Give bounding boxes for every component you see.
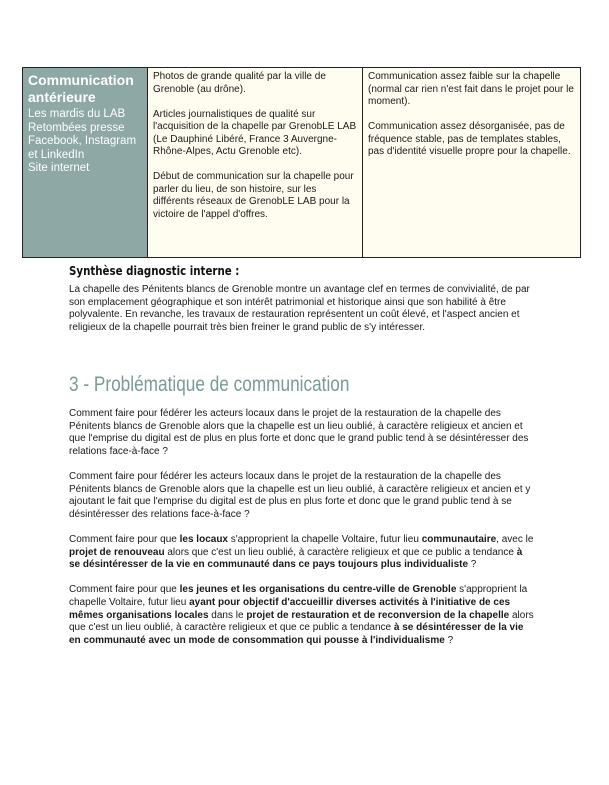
category-item: Retombées presse: [28, 121, 125, 134]
communication-table: [22, 67, 581, 258]
category-heading: Communication antérieure: [28, 72, 134, 105]
category-cell: [23, 68, 148, 257]
text-run: Comment faire pour que: [69, 533, 180, 545]
synthese-title: Synthèse diagnostic interne :: [69, 263, 240, 278]
weakness-paragraph: Communication assez faible sur la chapelle (normal car rien n'est fait dans le projet pour le moment).: [368, 71, 574, 107]
bold-run: communautaire: [421, 533, 497, 545]
text-run: alors que c'est un lieu oublié, à caractère religieux et que ce public a tendance: [164, 546, 517, 558]
bold-run: les locaux: [179, 533, 228, 545]
category-item: Les mardis du LAB: [28, 108, 126, 120]
bold-run: à se désintéresser de la vie en communauté dans ce pays toujours plus individualiste: [69, 546, 523, 571]
text-run: alors que c'est un lieu oublié, à caractère religieux et que ce public a tendance: [69, 609, 534, 634]
problem-paragraph-2: Comment faire pour fédérer les acteurs locaux dans le projet de la restauration de la chapelle des Pénitents blancs de Grenoble alors que la chapelle est un lieu oublié, à caractère religieux et ancien et y ajoutant le fait que l'emprise du digital est de plus en plus forte et donc que le grand public tend à se désintéresser des relations face-à-face ?: [69, 470, 531, 520]
bold-run: ayant pour objectif d'accueillir diverses activités à l'initiative de ces mêmes organisations locales: [69, 596, 511, 621]
bold-run: projet de restauration et de reconversion de la chapelle: [246, 609, 510, 621]
text-run: s'approprient la chapelle Voltaire, futur lieu: [69, 584, 528, 608]
weaknesses-cell: [363, 68, 580, 257]
text-run: , avec le: [496, 533, 534, 545]
strengths-cell: [148, 68, 363, 257]
text-run: s'approprient la chapelle Voltaire, futur lieu: [227, 533, 422, 545]
text-run: Comment faire pour que: [69, 584, 180, 596]
strength-paragraph: Articles journalistiques de qualité sur l'acquisition de la chapelle par GrenobLE LAB (Le Dauphiné Libéré, France 3 Auvergne-Rhône-Alpes, Actu Grenoble etc).: [153, 108, 357, 157]
category-item: Facebook, Instagram et LinkedIn: [28, 135, 137, 161]
text-run: dans le: [208, 609, 247, 621]
bold-run: à se désintéresser de la vie en communauté avec un mode de consommation qui pousse à l'individualisme: [69, 622, 524, 646]
bold-run: les jeunes et les organisations du centre-ville de Grenoble: [179, 584, 457, 596]
problem-paragraph-3: [69, 534, 534, 572]
section-body: [69, 408, 534, 660]
problem-paragraph-1: Comment faire pour fédérer les acteurs locaux dans le projet de la restauration de la chapelle des Pénitents blancs de Grenoble alors que la chapelle est un lieu oublié, à caractère religieux et ancien et que l'emprise du digital est de plus en plus forte et donc que le grand public tend à se désintéresser des relations face-à-face ?: [69, 408, 529, 457]
section-title: 3 - Problématique de communication: [69, 373, 350, 396]
weakness-paragraph: Communication assez désorganisée, pas de fréquence stable, pas de templates stables, pas d'identité visuelle propre pour la chapelle.: [368, 121, 571, 157]
category-item: Site internet: [28, 162, 90, 174]
bold-run: projet de renouveau: [69, 546, 165, 558]
strength-paragraph: Photos de grande qualité par la ville de Grenoble (au drône).: [153, 71, 326, 95]
text-run: ?: [468, 559, 477, 571]
problem-paragraph-4: [69, 584, 534, 647]
strength-paragraph: Début de communication sur la chapelle pour parler du lieu, de son histoire, sur les différents réseaux de GrenobLE LAB pour la victoire de l'appel d'offres.: [153, 171, 354, 220]
text-run: ?: [444, 634, 454, 646]
synthese-text: La chapelle des Pénitents blancs de Grenoble montre un avantage clef en termes de convivialité, de par son emplacement géographique et son intérêt patrimonial et historique ainsi que son habilité à être polyvalente. En revanche, les travaux de restauration représentent un coût élevé, et l'aspect ancien et religieux de la chapelle pourrait très bien freiner le grand public de s'y intéresser.: [69, 284, 530, 333]
